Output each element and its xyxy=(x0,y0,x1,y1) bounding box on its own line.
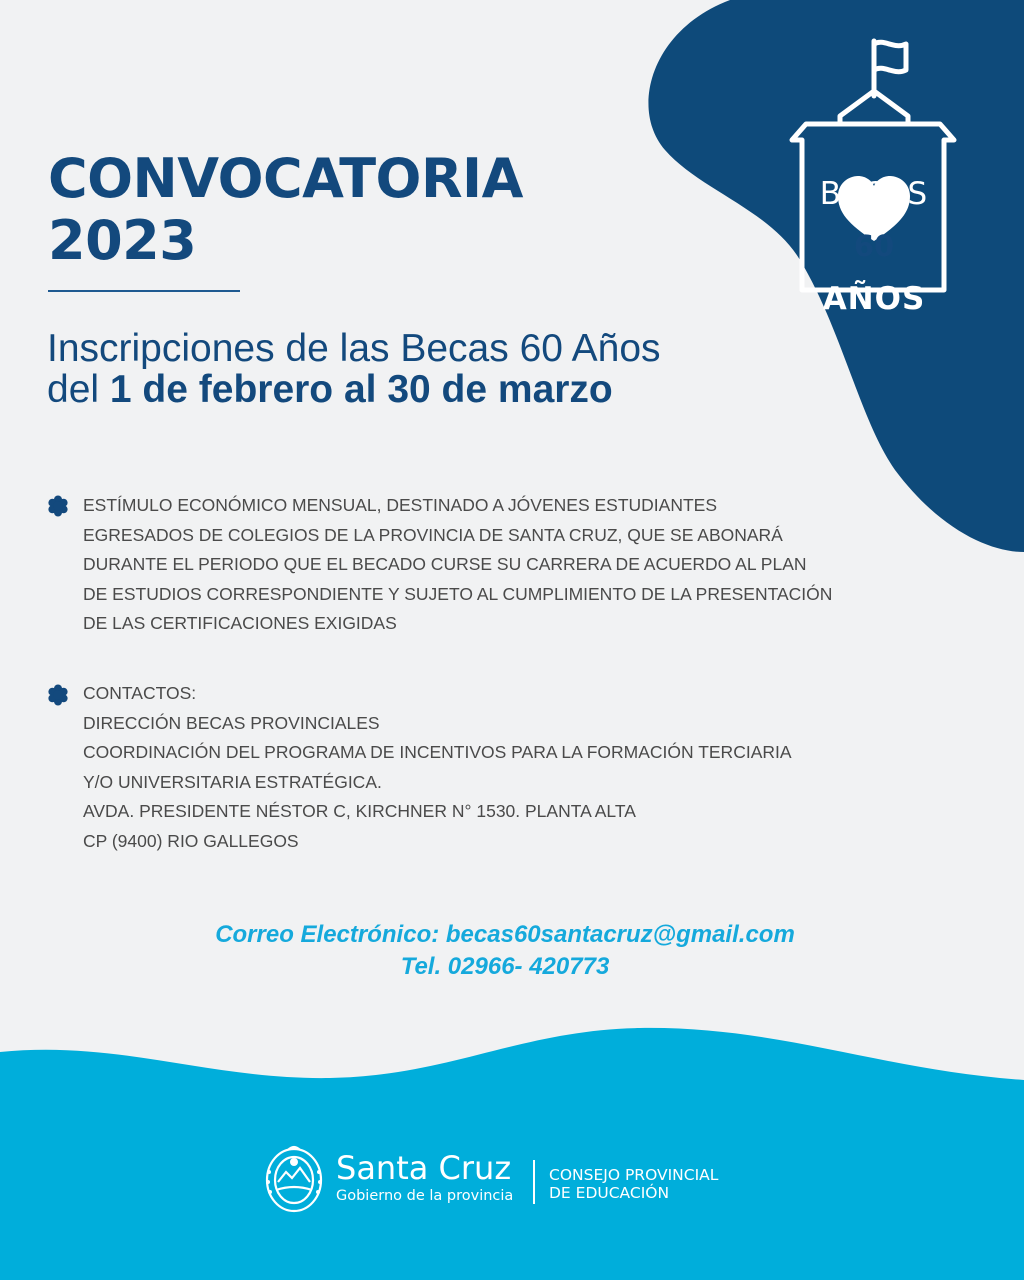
badge-anos-label: AÑOS xyxy=(822,281,926,317)
subtitle-line-2 xyxy=(47,369,661,410)
council-name xyxy=(549,1166,718,1202)
footer-logo xyxy=(262,1138,782,1218)
description-line: DE ESTUDIOS CORRESPONDIENTE Y SUJETO AL CUMPLIMIENTO DE LA PRESENTACIÓN xyxy=(83,583,833,604)
brand-subtitle: Gobierno de la provincia xyxy=(336,1188,514,1204)
contacts-block xyxy=(83,679,792,857)
contacts-line: Y/O UNIVERSITARIA ESTRATÉGICA. xyxy=(83,771,382,792)
title-line-1: CONVOCATORIA xyxy=(48,147,523,210)
flower-bullet-icon xyxy=(47,684,69,706)
description-block xyxy=(83,491,832,639)
title-line-2: 2023 xyxy=(48,209,197,272)
description-line: DE LAS CERTIFICACIONES EXIGIDAS xyxy=(83,613,397,634)
description-line: ESTÍMULO ECONÓMICO MENSUAL, DESTINADO A JÓVENES ESTUDIANTES xyxy=(83,495,717,515)
council-line-2: DE EDUCACIÓN xyxy=(549,1184,670,1202)
contact-info xyxy=(0,919,1010,983)
subtitle-line-1: Inscripciones de las Becas 60 Años xyxy=(47,327,661,370)
registration-subtitle xyxy=(47,328,661,410)
brand-name: Santa Cruz xyxy=(336,1149,512,1187)
title-divider xyxy=(48,290,240,292)
subtitle-prefix: del xyxy=(47,368,110,411)
email-line: Correo Electrónico: becas60santacruz@gmail.com xyxy=(215,921,795,948)
council-line-1: CONSEJO PROVINCIAL xyxy=(549,1166,719,1184)
description-line: DURANTE EL PERIODO QUE EL BECADO CURSE SU CARRERA DE ACUERDO AL PLAN xyxy=(83,554,807,575)
flower-bullet-icon xyxy=(47,495,69,517)
contacts-line: COORDINACIÓN DEL PROGRAMA DE INCENTIVOS PARA LA FORMACIÓN TERCIARIA xyxy=(83,742,792,763)
contacts-heading: CONTACTOS: xyxy=(83,683,197,703)
contacts-line: AVDA. PRESIDENTE NÉSTOR C, KIRCHNER N° 1530. PLANTA ALTA xyxy=(83,801,636,822)
description-line: EGRESADOS DE COLEGIOS DE LA PROVINCIA DE SANTA CRUZ, QUE SE ABONARÁ xyxy=(83,524,783,545)
contacts-line: DIRECCIÓN BECAS PROVINCIALES xyxy=(83,712,380,733)
subtitle-dates: 1 de febrero al 30 de marzo xyxy=(109,368,613,411)
badge-becas-label: BECAS xyxy=(819,176,929,212)
footer-divider xyxy=(533,1160,535,1204)
contacts-line: CP (9400) RIO GALLEGOS xyxy=(83,830,299,851)
provincial-seal-icon xyxy=(262,1142,326,1214)
badge-60-label: 60 xyxy=(853,229,895,263)
page-title xyxy=(48,148,523,272)
becas-60-badge xyxy=(788,36,960,317)
phone-line: Tel. 02966- 420773 xyxy=(400,953,610,980)
